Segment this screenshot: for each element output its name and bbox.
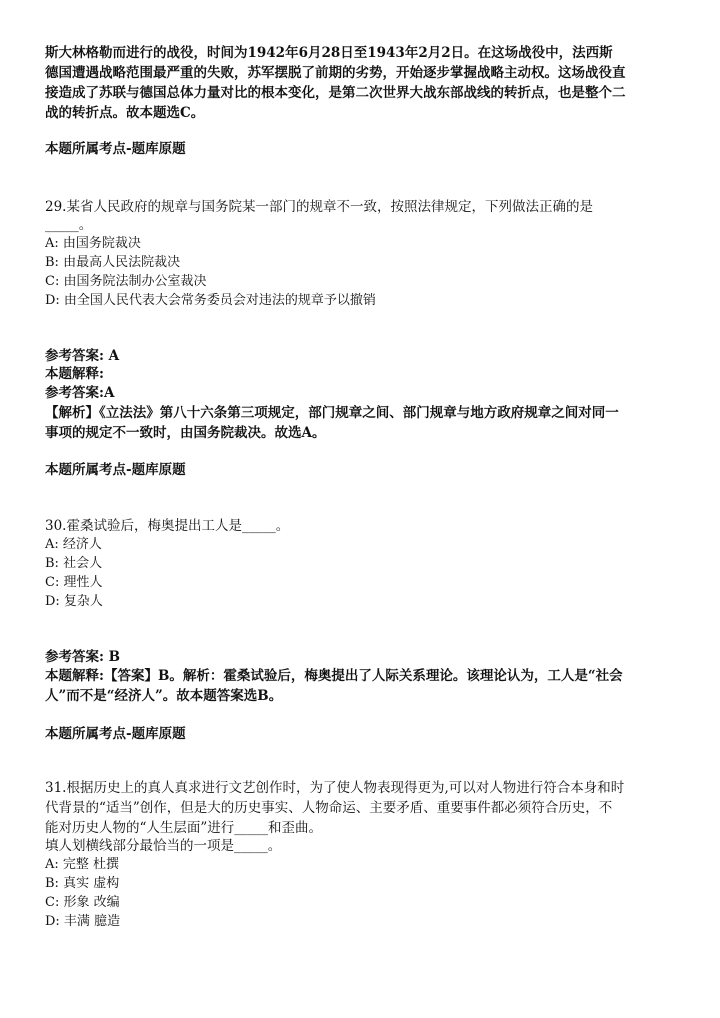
q30-explain-line-2: 人”而不是“经济人”。故本题答案选B。 bbox=[45, 688, 283, 704]
q29-answer-repeat: 参考答案:A bbox=[45, 385, 115, 401]
q31-option-d: D: 丰满 臆造 bbox=[45, 914, 121, 929]
q30-option-b: B: 社会人 bbox=[45, 556, 103, 571]
q29-source: 本题所属考点-题库原题 bbox=[45, 462, 186, 478]
q31-stem-line-3: 能对历史人物的“人生层面”进行_____和歪曲。 bbox=[45, 820, 323, 836]
intro-line-1: 斯大林格勒而进行的战役，时间为1942年6月28日至1943年2月2日。在这场战役中，法西斯 bbox=[45, 45, 613, 61]
intro-source: 本题所属考点-题库原题 bbox=[45, 141, 186, 157]
q29-option-d: D: 由全国人民代表大会常务委员会对违法的规章予以撤销 bbox=[45, 293, 376, 308]
q29-stem-line-2: _____。 bbox=[45, 217, 93, 233]
intro-line-4: 战的转折点。故本题选C。 bbox=[45, 105, 205, 121]
q30-option-c: C: 理性人 bbox=[45, 575, 103, 590]
q29-stem-line-1: 29.某省人民政府的规章与国务院某一部门的规章不一致，按照法律规定，下列做法正确的是 bbox=[45, 199, 593, 215]
q30-answer: 参考答案: B bbox=[45, 649, 121, 665]
intro-line-2: 德国遭遇战略范围最严重的失败，苏军摆脱了前期的劣势，开始逐步掌握战略主动权。这场战役直 bbox=[45, 65, 626, 81]
q29-option-b: B: 由最高人民法院裁决 bbox=[45, 255, 181, 270]
q29-answer: 参考答案: A bbox=[45, 348, 120, 364]
q29-analysis-line-1: 【解析】《立法法》第八十六条第三项规定，部门规章之间、部门规章与地方政府规章之间对同一 bbox=[45, 405, 619, 421]
q31-stem-line-1: 31.根据历史上的真人真求进行文艺创作时，为了使人物表现得更为,可以对人物进行符合本身和时 bbox=[45, 780, 625, 796]
q30-explain-line-1: 本题解释:【答案】B。解析：霍桑试验后，梅奥提出了人际关系理论。该理论认为，工人是“社会 bbox=[45, 668, 623, 684]
q30-option-d: D: 复杂人 bbox=[45, 594, 103, 609]
q29-analysis-line-2: 事项的规定不一致时，由国务院裁决。故选A。 bbox=[45, 425, 326, 441]
q30-stem: 30.霍桑试验后，梅奥提出工人是_____。 bbox=[45, 518, 290, 534]
q29-explain-label: 本题解释: bbox=[45, 366, 104, 382]
q31-stem-line-2: 代背景的“适当”创作，但是大的历史事实、人物命运、主要矛盾、重要事件都必须符合历史，不 bbox=[45, 800, 613, 816]
intro-line-3: 接造成了苏联与德国总体力量对比的根本变化，是第二次世界大战东部战线的转折点，也是整个二 bbox=[45, 85, 626, 101]
q31-option-b: B: 真实 虚构 bbox=[45, 876, 120, 891]
q31-stem-line-4: 填人划横线部分最恰当的一项是_____。 bbox=[45, 838, 282, 854]
q31-option-c: C: 形象 改编 bbox=[45, 895, 120, 910]
q29-option-a: A: 由国务院裁决 bbox=[45, 236, 141, 251]
q30-source: 本题所属考点-题库原题 bbox=[45, 726, 186, 742]
q31-option-a: A: 完整 杜撰 bbox=[45, 857, 120, 872]
q30-option-a: A: 经济人 bbox=[45, 537, 102, 552]
q29-option-c: C: 由国务院法制办公室裁决 bbox=[45, 274, 207, 289]
